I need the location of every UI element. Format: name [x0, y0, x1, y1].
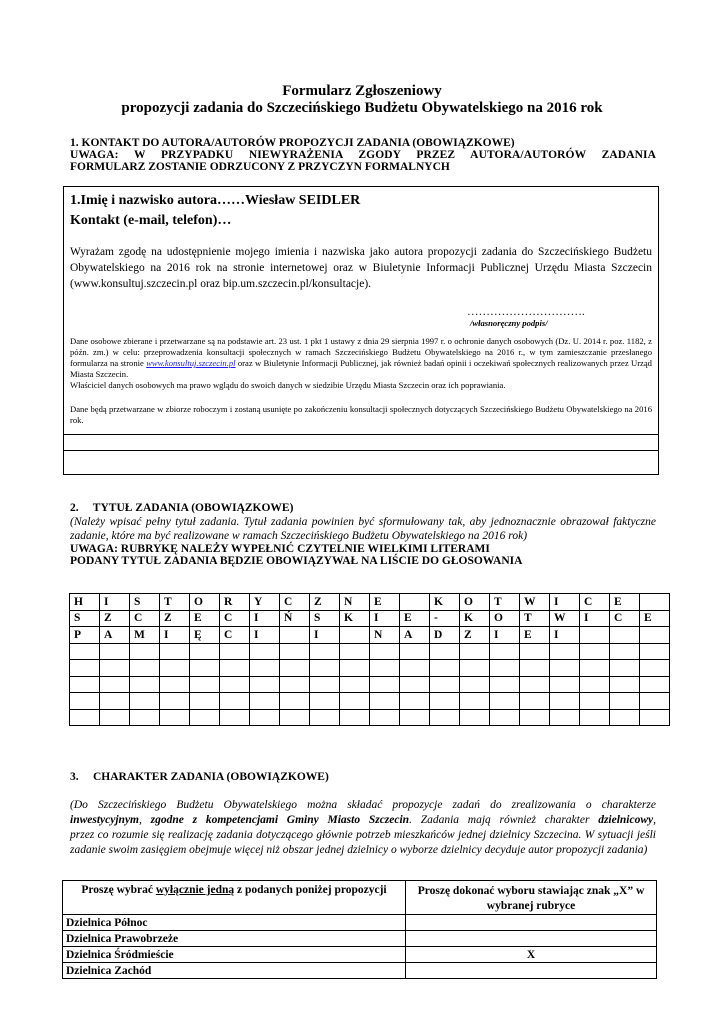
col1-underlined: wyłącznie jedną — [155, 884, 235, 896]
grid-cell[interactable] — [640, 709, 670, 726]
grid-cell[interactable] — [310, 676, 340, 693]
district-name: Dzielnica Zachód — [63, 963, 406, 979]
section3-desc-line2 — [70, 813, 656, 828]
grid-cell[interactable] — [550, 693, 580, 710]
grid-cell[interactable] — [340, 643, 370, 660]
section1-warning-line1: UWAGA: W PRZYPADKU NIEWYRAŻENIA ZGODY PRZEZ AUTORA/AUTORÓW ZADANIA — [70, 149, 656, 161]
grid-cell[interactable] — [160, 709, 190, 726]
grid-cell[interactable] — [100, 693, 130, 710]
grid-cell[interactable]: O — [460, 594, 490, 611]
section1-heading: 1. KONTAKT DO AUTORA/AUTORÓW PROPOZYCJI ZADANIA (OBOWIĄZKOWE) — [70, 137, 515, 149]
grid-cell[interactable] — [130, 660, 160, 677]
grid-cell[interactable] — [370, 660, 400, 677]
grid-cell[interactable] — [430, 643, 460, 660]
desc-sep: , — [653, 814, 657, 826]
grid-cell[interactable] — [190, 660, 220, 677]
gdpr-text — [70, 336, 652, 391]
grid-cell[interactable]: T — [520, 610, 550, 627]
grid-cell[interactable]: S — [70, 610, 100, 627]
choice-col1-header — [63, 881, 406, 915]
grid-cell[interactable] — [340, 627, 370, 644]
grid-cell[interactable] — [70, 660, 100, 677]
grid-cell[interactable] — [190, 676, 220, 693]
grid-cell[interactable] — [460, 676, 490, 693]
grid-cell[interactable]: T — [160, 594, 190, 611]
grid-cell[interactable] — [520, 660, 550, 677]
grid-cell[interactable]: E — [190, 610, 220, 627]
grid-cell[interactable]: - — [430, 610, 460, 627]
section3-desc-line1: (Do Szczecińskiego Budżetu Obywatelskiego można składać propozycje zadań do zrealizowania o charakterze — [70, 799, 656, 811]
grid-cell[interactable] — [160, 660, 190, 677]
title-letter-grid — [69, 593, 670, 726]
section3-heading: 3. CHARAKTER ZADANIA (OBOWIĄZKOWE) — [70, 771, 329, 783]
grid-cell[interactable] — [340, 693, 370, 710]
gdpr-text-b: oraz w Biuletynie Informacji Publicznej, jak również badań opinii i oczekiwań społecznych realizowanych przez Urząd Miasta Szczecin. — [70, 358, 652, 379]
form-title: Formularz Zgłoszeniowy — [282, 83, 442, 99]
grid-cell[interactable]: C — [220, 627, 250, 644]
section1-warning-line2: FORMULARZ ZOSTANIE ODRZUCONY Z PRZYCZYN FORMALNYCH — [70, 161, 450, 173]
grid-cell[interactable] — [100, 643, 130, 660]
grid-cell[interactable] — [220, 709, 250, 726]
grid-cell[interactable] — [370, 693, 400, 710]
grid-cell[interactable]: Ń — [280, 610, 310, 627]
grid-cell[interactable]: Z — [100, 610, 130, 627]
grid-cell[interactable]: I — [100, 594, 130, 611]
choice-header-row — [63, 881, 657, 915]
grid-cell[interactable] — [580, 643, 610, 660]
signature-label: /własnoręczny podpis/ — [470, 318, 548, 328]
district-mark-cell[interactable] — [406, 963, 657, 979]
grid-cell[interactable] — [490, 693, 520, 710]
choice-col2-header: Proszę dokonać wyboru stawiając znak „X” w wybranej rubryce — [406, 881, 657, 915]
grid-cell[interactable] — [490, 660, 520, 677]
consent-text: Wyrażam zgodę na udostępnienie mojego imienia i nazwiska jako autora propozycji zadania do Szczecińskiego Budżetu Obywatelskiego na 2016 rok na stronie internetowej oraz w Biuletynie Informacji Publicznej Urzędu Miasta Szczecin (www.konsultuj.szczecin.pl oraz bip.um.szczecin.pl/konsultacje). — [70, 246, 652, 290]
section2-note-line2: PODANY TYTUŁ ZADANIA BĘDZIE OBOWIĄZYWAŁ NA LIŚCIE DO GŁOSOWANIA — [70, 555, 523, 567]
grid-cell[interactable] — [640, 693, 670, 710]
grid-cell[interactable] — [340, 676, 370, 693]
grid-cell[interactable] — [220, 693, 250, 710]
gdpr-link[interactable]: www.konsultuj.szczecin.pl — [146, 358, 236, 368]
grid-cell[interactable] — [310, 693, 340, 710]
grid-row — [70, 643, 670, 660]
grid-cell[interactable]: C — [130, 610, 160, 627]
grid-row — [70, 709, 670, 726]
grid-cell[interactable]: E — [610, 594, 640, 611]
district-choice-table — [62, 880, 657, 979]
grid-cell[interactable] — [400, 693, 430, 710]
grid-cell[interactable] — [640, 676, 670, 693]
grid-cell[interactable] — [460, 709, 490, 726]
grid-cell[interactable] — [550, 643, 580, 660]
grid-cell[interactable]: Z — [160, 610, 190, 627]
grid-cell[interactable] — [280, 693, 310, 710]
grid-cell[interactable]: M — [130, 627, 160, 644]
grid-cell[interactable] — [190, 709, 220, 726]
section2-instruction: (Należy wpisać pełny tytuł zadania. Tytuł zadania powinien być sformułowany tak, aby jednoznacznie obrazował faktyczne zadanie, które ma być realizowane w ramach Szczecińskiego Budżetu Obywatelskiego na 2016 rok) — [70, 516, 656, 542]
grid-cell[interactable] — [430, 676, 460, 693]
grid-cell[interactable] — [130, 643, 160, 660]
district-row — [63, 915, 657, 931]
grid-cell[interactable]: I — [310, 627, 340, 644]
grid-cell[interactable] — [640, 660, 670, 677]
section3-desc-rest: przez co rozumie się realizację zadania dotyczącego głównie potrzeb mieszkańców jednej dzielnicy Szczecina. W sytuacji jeśli zadanie swoim zasięgiem obejmuje więcej niż obszar jednej dzielnicy o wyborze dzielnicy decyduje autor propozycji zadania) — [70, 829, 656, 856]
form-subtitle: propozycji zadania do Szczecińskiego Budżetu Obywatelskiego na 2016 rok — [121, 100, 603, 116]
col1-text: z podanych poniżej propozycji — [234, 884, 387, 896]
grid-cell[interactable] — [550, 709, 580, 726]
author-name-row — [70, 193, 360, 209]
district-row — [63, 947, 657, 963]
grid-cell[interactable] — [400, 643, 430, 660]
grid-cell[interactable]: I — [250, 627, 280, 644]
grid-cell[interactable] — [430, 709, 460, 726]
grid-row — [70, 693, 670, 710]
grid-cell[interactable] — [190, 693, 220, 710]
grid-row — [70, 594, 670, 611]
grid-cell[interactable]: O — [490, 610, 520, 627]
grid-cell[interactable] — [580, 693, 610, 710]
grid-cell[interactable]: C — [280, 594, 310, 611]
grid-cell[interactable] — [310, 709, 340, 726]
gdpr-text-c: Właściciel danych osobowych ma prawo wglądu do swoich danych w siedzibie Urzędu Miasta Szczecin oraz ich poprawiania. — [70, 380, 506, 390]
grid-cell[interactable] — [550, 660, 580, 677]
grid-cell[interactable] — [280, 627, 310, 644]
grid-cell[interactable]: Z — [460, 627, 490, 644]
grid-cell[interactable] — [610, 676, 640, 693]
grid-cell[interactable] — [70, 676, 100, 693]
grid-cell[interactable] — [430, 660, 460, 677]
grid-cell[interactable] — [640, 627, 670, 644]
grid-row — [70, 627, 670, 644]
grid-cell[interactable]: C — [220, 610, 250, 627]
grid-cell[interactable] — [340, 709, 370, 726]
grid-cell[interactable] — [130, 676, 160, 693]
district-name: Dzielnica Śródmieście — [63, 947, 406, 963]
grid-cell[interactable] — [400, 676, 430, 693]
grid-cell[interactable] — [460, 643, 490, 660]
grid-cell[interactable] — [160, 643, 190, 660]
grid-cell[interactable]: I — [370, 610, 400, 627]
grid-cell[interactable]: W — [520, 594, 550, 611]
grid-cell[interactable] — [130, 709, 160, 726]
grid-cell[interactable] — [310, 643, 340, 660]
grid-cell[interactable] — [280, 676, 310, 693]
grid-cell[interactable]: I — [250, 610, 280, 627]
grid-cell[interactable]: D — [430, 627, 460, 644]
grid-cell[interactable]: N — [370, 627, 400, 644]
district-name: Dzielnica Prawobrzeże — [63, 931, 406, 947]
grid-cell[interactable] — [520, 693, 550, 710]
district-mark-cell[interactable] — [406, 915, 657, 931]
grid-cell[interactable] — [580, 709, 610, 726]
grid-cell[interactable] — [610, 627, 640, 644]
desc-sep: , — [139, 814, 151, 826]
grid-cell[interactable] — [250, 643, 280, 660]
grid-cell[interactable] — [250, 709, 280, 726]
author-name-label: 1.Imię i nazwisko autora…… — [70, 193, 245, 208]
district-row — [63, 963, 657, 979]
box-divider — [64, 450, 658, 451]
grid-cell[interactable]: E — [370, 594, 400, 611]
grid-cell[interactable]: W — [550, 610, 580, 627]
grid-cell[interactable] — [640, 594, 670, 611]
grid-cell[interactable] — [310, 660, 340, 677]
grid-cell[interactable] — [220, 660, 250, 677]
grid-cell[interactable] — [160, 693, 190, 710]
emphasis-competence: zgodne z kompetencjami Gminy Miasto Szczecin — [150, 814, 410, 826]
grid-cell[interactable] — [400, 660, 430, 677]
author-name-value[interactable]: Wiesław SEIDLER — [245, 193, 361, 208]
grid-cell[interactable]: I — [550, 627, 580, 644]
grid-cell[interactable]: S — [130, 594, 160, 611]
grid-cell[interactable] — [580, 627, 610, 644]
grid-cell[interactable] — [220, 676, 250, 693]
grid-cell[interactable]: K — [430, 594, 460, 611]
grid-cell[interactable] — [250, 660, 280, 677]
grid-cell[interactable] — [400, 594, 430, 611]
grid-cell[interactable] — [370, 709, 400, 726]
grid-cell[interactable] — [70, 693, 100, 710]
grid-cell[interactable]: E — [520, 627, 550, 644]
grid-cell[interactable]: Ę — [190, 627, 220, 644]
grid-cell[interactable] — [160, 676, 190, 693]
grid-cell[interactable] — [610, 709, 640, 726]
grid-cell[interactable]: A — [100, 627, 130, 644]
grid-cell[interactable] — [250, 693, 280, 710]
district-name: Dzielnica Północ — [63, 915, 406, 931]
grid-cell[interactable]: R — [220, 594, 250, 611]
contact-label: Kontakt (e-mail, telefon)… — [70, 213, 232, 228]
desc-text: . Zadania mają również charakter — [409, 814, 599, 826]
emphasis-district: dzielnicowy — [598, 814, 654, 826]
grid-cell[interactable] — [340, 660, 370, 677]
author-contact-box — [63, 186, 659, 475]
grid-cell[interactable] — [520, 709, 550, 726]
grid-cell[interactable] — [280, 643, 310, 660]
grid-cell[interactable]: I — [550, 594, 580, 611]
grid-cell[interactable] — [490, 709, 520, 726]
grid-cell[interactable]: Y — [250, 594, 280, 611]
signature-line: …………………………. — [467, 306, 585, 318]
grid-cell[interactable]: A — [400, 627, 430, 644]
grid-cell[interactable] — [280, 660, 310, 677]
grid-row — [70, 676, 670, 693]
grid-cell[interactable] — [580, 676, 610, 693]
col1-text: Proszę wybrać — [81, 884, 156, 896]
gdpr-retention-text: Dane będą przetwarzane w zbiorze roboczym i zostaną usunięte po zakończeniu konsultacji społecznych dotyczących Szczecińskiego Budżetu Obywatelskiego na 2016 rok. — [70, 404, 652, 425]
grid-cell[interactable] — [460, 693, 490, 710]
grid-cell[interactable] — [370, 643, 400, 660]
grid-cell[interactable] — [460, 660, 490, 677]
grid-cell[interactable]: H — [70, 594, 100, 611]
grid-cell[interactable] — [220, 643, 250, 660]
grid-cell[interactable] — [70, 643, 100, 660]
grid-cell[interactable]: S — [310, 610, 340, 627]
grid-cell[interactable]: E — [400, 610, 430, 627]
grid-cell[interactable]: Z — [310, 594, 340, 611]
grid-cell[interactable]: C — [580, 594, 610, 611]
grid-cell[interactable] — [130, 693, 160, 710]
grid-cell[interactable] — [100, 676, 130, 693]
grid-cell[interactable]: E — [640, 610, 670, 627]
grid-cell[interactable] — [430, 693, 460, 710]
grid-cell[interactable] — [580, 660, 610, 677]
grid-cell[interactable]: N — [340, 594, 370, 611]
grid-cell[interactable] — [100, 660, 130, 677]
district-mark-cell[interactable] — [406, 931, 657, 947]
grid-cell[interactable] — [640, 643, 670, 660]
grid-cell[interactable]: K — [340, 610, 370, 627]
section2-note-line1: UWAGA: RUBRYKĘ NALEŻY WYPEŁNIĆ CZYTELNIE WIELKIMI LITERAMI — [70, 543, 490, 555]
grid-cell[interactable]: K — [460, 610, 490, 627]
grid-cell[interactable] — [610, 660, 640, 677]
grid-cell[interactable] — [520, 643, 550, 660]
section3-description — [70, 798, 656, 858]
gdpr-text-a: Dane osobowe zbierane i przetwarzane są na podstawie art. 23 ust. 1 pkt 1 ustawy z dnia 29 sierpnia 1997 r. o ochronie danych osobowych (Dz. U. 2014 r. poz. 1182, z późn. zm.) w celu: przeprowadzenia konsultacji społecznych w ramach Szczecińskiego Budżetu Obywatelskiego na 2016 r., w tym zamieszczanie przesłanego formularza na stronie — [70, 336, 652, 368]
grid-cell[interactable] — [100, 709, 130, 726]
emphasis-investment: inwestycyjnym — [70, 814, 139, 826]
grid-cell[interactable] — [250, 676, 280, 693]
section2-heading: 2. TYTUŁ ZADANIA (OBOWIĄZKOWE) — [70, 502, 294, 514]
grid-cell[interactable]: P — [70, 627, 100, 644]
grid-row — [70, 610, 670, 627]
grid-cell[interactable] — [610, 693, 640, 710]
grid-cell[interactable] — [190, 643, 220, 660]
grid-cell[interactable] — [490, 643, 520, 660]
grid-cell[interactable] — [550, 676, 580, 693]
grid-cell[interactable] — [70, 709, 100, 726]
grid-cell[interactable] — [280, 709, 310, 726]
grid-cell[interactable]: C — [610, 610, 640, 627]
district-mark-cell[interactable]: X — [406, 947, 657, 963]
grid-cell[interactable]: O — [190, 594, 220, 611]
grid-cell[interactable] — [490, 676, 520, 693]
grid-cell[interactable]: I — [580, 610, 610, 627]
grid-cell[interactable] — [520, 676, 550, 693]
grid-cell[interactable] — [400, 709, 430, 726]
district-row — [63, 931, 657, 947]
grid-cell[interactable] — [370, 676, 400, 693]
grid-cell[interactable]: T — [490, 594, 520, 611]
grid-row — [70, 660, 670, 677]
box-divider — [64, 434, 658, 435]
grid-cell[interactable]: I — [490, 627, 520, 644]
grid-cell[interactable]: I — [160, 627, 190, 644]
grid-cell[interactable] — [610, 643, 640, 660]
